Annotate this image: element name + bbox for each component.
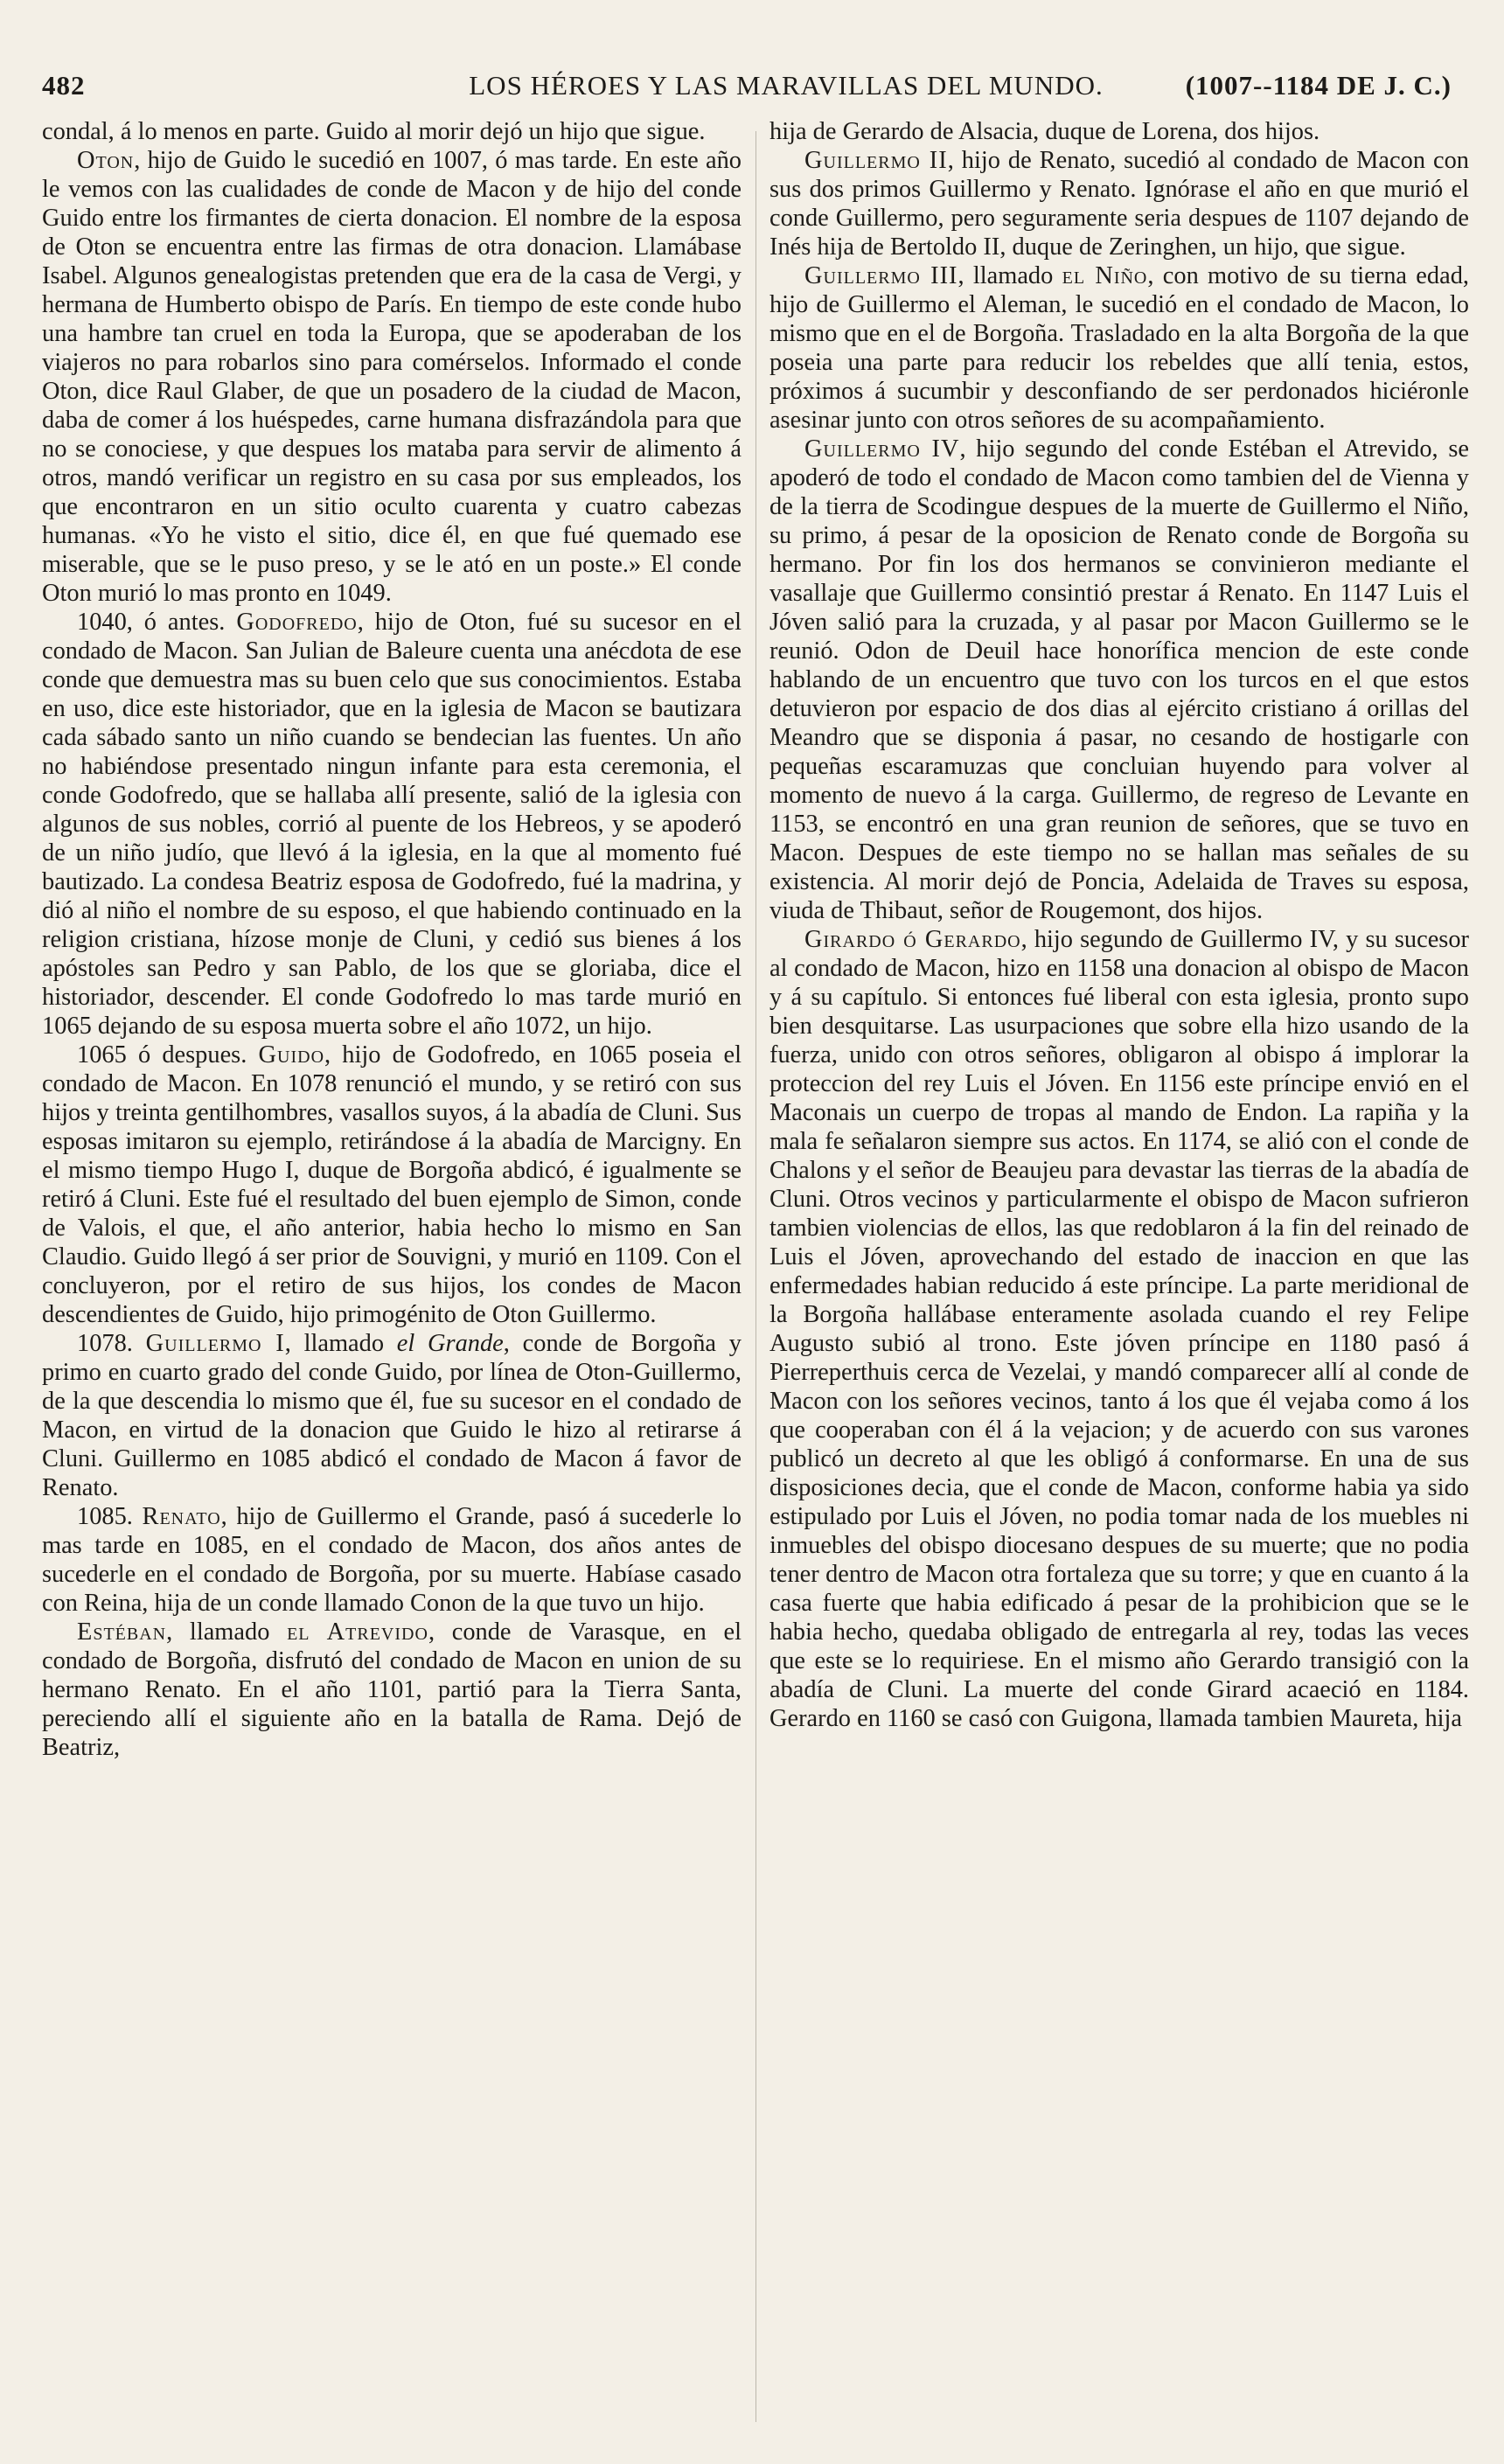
entry-name: Oton [77, 147, 135, 174]
entry-name: Guillermo II [804, 147, 948, 174]
running-title: LOS HÉROES Y LAS MARAVILLAS DEL MUNDO. [469, 70, 1104, 101]
paragraph-renato: 1085. Renato, hijo de Guillermo el Grande, pasó á sucederle lo mas tarde en 1085, en el condado de Macon, dos años antes de sucederle en el condado de Borgoña, por su muerte. Habíase casado con Reina, hija de un conde llamado Conon de la que tuvo un hijo. [42, 1503, 742, 1617]
entry-name: Guillermo I [145, 1330, 285, 1357]
entry-name: Estéban [77, 1618, 167, 1646]
paragraph-guillermo-2: Guillermo II, hijo de Renato, sucedió al condado de Macon con sus dos primos Guillermo y Renato. Ignórase el año en que murió el conde Guillermo, pero seguramente seria despues de 1107 dejando de Inés hija de Bertoldo II, duque de Zeringhen, un hijo, que sigue. [769, 147, 1469, 261]
entry-name: Guillermo III [804, 262, 958, 289]
entry-name: Renato [142, 1503, 221, 1530]
column-divider [755, 131, 756, 2422]
paragraph-godofredo: 1040, ó antes. Godofredo, hijo de Oton, fué su sucesor en el condado de Macon. San Julian de Baleure cuenta una anécdota de ese conde que demuestra mas su buen celo que sus conocimientos. Estaba en uso, dice este historiador, que en la iglesia de Macon se bautizara cada sábado santo un niño cuando se bendecian las fuentes. Un año no habiéndose presentado ningun infante para esta ceremonia, el conde Godofredo, que se hallaba allí presente, salió de la iglesia con algunos de sus nobles, corrió al puente de los Hebreos, y se apoderó de un niño judío, que llevó á la iglesia, en la que al momento fué bautizado. La condesa Beatriz esposa de Godofredo, fué la madrina, y dió al niño el nombre de su esposo, el que habiendo continuado en la religion cristiana, hízose monje de Cluni, y cedió sus bienes á los apóstoles san Pedro y san Pablo, de los que se gloriaba, dice el historiador, descender. El conde Godofredo lo mas tarde murió en 1065 dejando de su esposa muerta sobre el año 1072, un hijo. [42, 609, 742, 1040]
paragraph: hija de Gerardo de Alsacia, duque de Lorena, dos hijos. [769, 118, 1320, 145]
paragraph-esteban: Estéban, llamado el Atrevido, conde de Varasque, en el condado de Borgoña, disfrutó del condado de Macon en union de su hermano Renato. En el año 1101, partió para la Tierra Santa, pereciendo allí el siguiente año en la batalla de Rama. Dejó de Beatriz, [42, 1618, 742, 1761]
entry-name: Guido [258, 1041, 325, 1068]
paragraph-guillermo-1: 1078. Guillermo I, llamado el Grande, conde de Borgoña y primo en cuarto grado del conde Guido, por línea de Oton-Guillermo, de la que descendia lo mismo que él, fue su sucesor en el condado de Macon, en virtud de la donacion que Guido le hizo al retirarse á Cluni. Guillermo en 1085 abdicó el condado de Macon á favor de Renato. [42, 1330, 742, 1501]
paragraph-guido: 1065 ó despues. Guido, hijo de Godofredo, en 1065 poseia el condado de Macon. En 1078 renunció el mundo, y se retiró con sus hijos y treinta gentilhombres, vasallos suyos, á la abadía de Cluni. Sus esposas imitaron su ejemplo, retirándose á la abadía de Marcigny. En el mismo tiempo Hugo I, duque de Borgoña abdicó, é igualmente se retiró á Cluni. Este fué el resultado del buen ejemplo de Simon, conde de Valois, el que, el año anterior, habia hecho lo mismo en San Claudio. Guido llegó á ser prior de Souvigni, y murió en 1109. Con el concluyeron, por el retiro de sus hijos, los condes de Macon descendientes de Guido, hijo primogénito de Oton Guillermo. [42, 1041, 742, 1328]
paragraph-guillermo-4: Guillermo IV, hijo segundo del conde Estéban el Atrevido, se apoderó de todo el condado de Macon como tambien del de Vienna y de la tierra de Scodingue despues de la muerte de Guillermo el Niño, su primo, á pesar de la oposicion de Renato conde de Borgoña su hermano. Por fin los dos hermanos se convinieron mediante el vasallaje que Guillermo consintió prestar á Renato. En 1147 Luis el Jóven salió para la cruzada, y al pasar por Macon Guillermo se le reunió. Odon de Deuil hace honorífica mencion de este conde hablando de un encuentro que tuvo con los turcos en el que estos detuvieron por espacio de dos dias al ejército cristiano á orillas del Meandro que se disponia á pasar, no cesando de hostigarle con pequeñas escaramuzas que concluian huyendo para volver al momento de nuevo á la carga. Guillermo, de regreso de Levante en 1153, se encontró en una gran reunion de señores, que se tuvo en Macon. Despues de este tiempo no se hallan mas señales de su existencia. Al morir dejó de Poncia, Adelaida de Traves su esposa, viuda de Thibaut, señor de Rougemont, dos hijos. [769, 435, 1469, 924]
entry-name: Guillermo IV [804, 435, 960, 463]
date-range: (1007--1184 DE J. C.) [1185, 70, 1452, 101]
paragraph-girardo: Girardo ó Gerardo, hijo segundo de Guillermo IV, y su sucesor al condado de Macon, hizo en 1158 una donacion al obispo de Macon y á su capítulo. Si entonces fué liberal con esta iglesia, pronto supo bien desquitarse. Las usurpaciones que sobre ella hizo usando de la fuerza, unido con otros señores, obligaron al obispo á implorar la proteccion del rey Luis el Jóven. En 1156 este príncipe envió en el Maconais un cuerpo de tropas al mando de Endon. La rapiña y la mala fe señalaron siempre sus actos. En 1174, se alió con el conde de Chalons y el señor de Beaujeu para devastar las tierras de la abadía de Cluni. Otros vecinos y particularmente el obispo de Macon sufrieron tambien violencias de ellos, las que redoblaron á la fin del reinado de Luis el Jóven, aprovechando del estado de inaccion en que las enfermedades habian reducido á este príncipe. La parte meridional de la Borgoña hallábase enteramente asolada cuando el rey Felipe Augusto subió al trono. Este jóven príncipe en 1180 pasó á Pierreperthuis cerca de Vezelai, y mandó comparecer allí al conde de Macon con los señores vecinos, tanto á los que él vejaba como á los que cooperaban con él á la vejacion; y de acuerdo con sus varones publicó un decreto al que les obligó á conformarse. En una de sus disposiciones decia, que el conde de Macon, conforme habia ya sido estipulado por Luis el Jóven, no podia tomar nada de los muebles ni inmuebles del obispo diocesano despues de su muerte; que no podia tener dentro de Macon otra fortaleza que su torre; y que en cuanto á la casa fuerte que habia edificado á pesar de la prohibicion que se le habia hecho, quedaba obligado de entregarla al rey, todas las veces que este se lo requiriese. En el mismo año Gerardo transigió con la abadía de Cluni. La muerte del conde Girard acaeció en 1184. Gerardo en 1160 se casó con Guigona, llamada tambien Maureta, hija [769, 926, 1469, 1732]
paragraph-oton: Oton, hijo de Guido le sucedió en 1007, ó mas tarde. En este año le vemos con las cualidades de conde de Macon y de hijo del conde Guido entre los firmantes de cierta donacion. El nombre de la esposa de Oton se encuentra entre las firmas de otra donacion. Llamábase Isabel. Algunos genealogistas pretenden que era de la casa de Vergi, y hermana de Humberto obispo de París. En tiempo de este conde hubo una hambre tan cruel en toda la Europa, que se apoderaban de los viajeros no para robarlos sino para comérselos. Informado el conde Oton, dice Raul Glaber, de que un posadero de la ciudad de Macon, daba de comer á los huéspedes, carne humana disfrazándola para que no se conociese, y que despues los mataba para servir de alimento á otros, mandó verificar un registro en su casa por sus empleados, los que encontraron en un sitio oculto cuarenta y cuatro cabezas humanas. «Yo he visto el sitio, dice él, en que fué quemado ese miserable, que se le puso preso, y se le ató en un poste.» El conde Oton murió lo mas pronto en 1049. [42, 147, 742, 607]
page-number: 482 [42, 70, 86, 101]
entry-name: Godofredo [236, 609, 358, 636]
left-column [42, 117, 742, 2434]
paragraph: condal, á lo menos en parte. Guido al morir dejó un hijo que sigue. [42, 118, 706, 145]
right-column [769, 117, 1469, 2434]
running-header [42, 70, 1452, 108]
entry-name: Girardo ó Gerardo [804, 926, 1021, 953]
paragraph-guillermo-3: Guillermo III, llamado el Niño, con motivo de su tierna edad, hijo de Guillermo el Aleman, le sucedió en el condado de Macon, lo mismo que en el de Borgoña. Trasladado en la alta Borgoña de la que poseia una parte para reducir los rebeldes que allí tenia, estos, próximos á sucumbir y desconfiando de ser perdonados hiciéronle asesinar junto con otros señores de su acompañamiento. [769, 262, 1469, 434]
